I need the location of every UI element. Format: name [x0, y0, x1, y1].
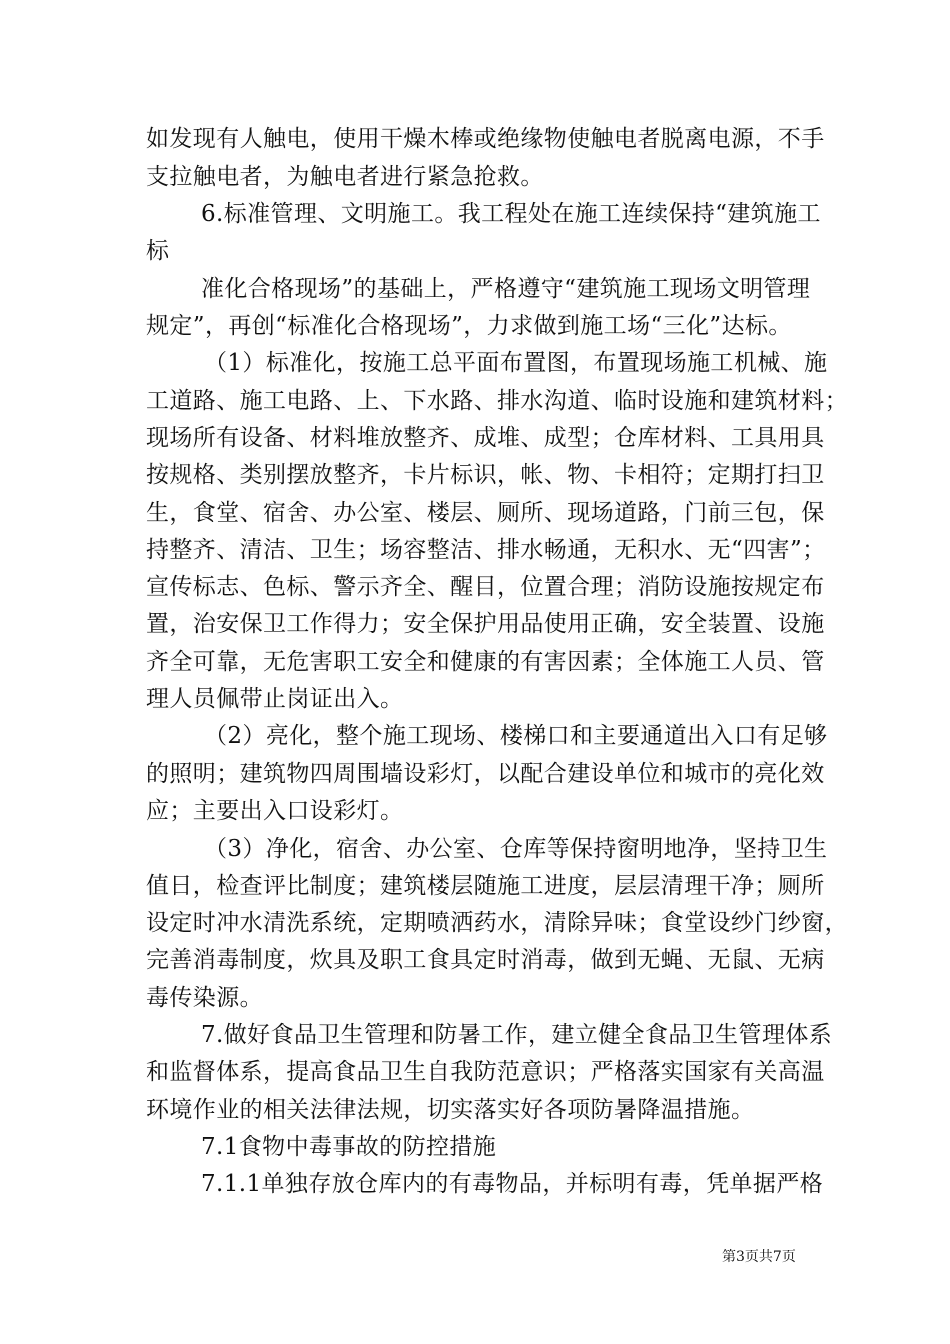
body-line-16: 理人员佩带止岗证出入。	[146, 686, 404, 712]
body-line-22: 设定时冲水清洗系统，定期喷洒药水，清除异味；食堂设纱门纱窗，	[146, 910, 848, 936]
body-line-2: 支拉触电者，为触电者进行紧急抢救。	[146, 164, 544, 190]
body-line-19: 应；主要出入口设彩灯。	[146, 798, 404, 824]
body-line-14: 置，治安保卫工作得力；安全保护用品使用正确，安全装置、设施	[146, 611, 825, 637]
body-line-23: 完善消毒制度，炊具及职工食具定时消毒，做到无蝇、无鼠、无病	[146, 947, 825, 973]
body-line-29: 7.1.1单独存放仓库内的有毒物品，并标明有毒，凭单据严格	[201, 1171, 824, 1197]
body-line-13: 宣传标志、色标、警示齐全、醒目，位置合理；消防设施按规定布	[146, 574, 825, 600]
body-line-17: （2）亮化，整个施工现场、楼梯口和主要通道出入口有足够	[204, 723, 828, 749]
body-line-8: 工道路、施工电路、上、下水路、排水沟道、临时设施和建筑材料；	[146, 388, 848, 414]
body-line-24: 毒传染源。	[146, 985, 263, 1011]
body-line-9: 现场所有设备、材料堆放整齐、成堆、成型；仓库材料、工具用具	[146, 425, 825, 451]
body-line-7: （1）标准化，按施工总平面布置图，布置现场施工机械、施	[204, 350, 828, 376]
body-line-6: 规定”，再创“标准化合格现场”，力求做到施工场“三化”达标。	[146, 313, 792, 339]
body-line-18: 的照明；建筑物四周围墙设彩灯，以配合建设单位和城市的亮化效	[146, 761, 825, 787]
body-line-20: （3）净化，宿舍、办公室、仓库等保持窗明地净，坚持卫生	[204, 836, 828, 862]
body-line-11: 生，食堂、宿舍、办公室、楼层、厕所、现场道路，门前三包，保	[146, 500, 825, 526]
body-line-5: 准化合格现场”的基础上，严格遵守“建筑施工现场文明管理	[201, 276, 811, 302]
body-line-12: 持整齐、清洁、卫生；场容整洁、排水畅通，无积水、无“四害”；	[146, 537, 826, 563]
body-line-25: 7.做好食品卫生管理和防暑工作，建立健全食品卫生管理体系	[201, 1022, 833, 1048]
body-line-10: 按规格、类别摆放整齐，卡片标识，帐、物、卡相符；定期打扫卫	[146, 462, 825, 488]
body-line-1: 如发现有人触电，使用干燥木棒或绝缘物使触电者脱离电源，不手	[146, 126, 825, 152]
body-line-3: 6.标准管理、文明施工。我工程处在施工连续保持“建筑施工	[201, 201, 821, 227]
body-line-26: 和监督体系，提高食品卫生自我防范意识；严格落实国家有关高温	[146, 1059, 825, 1085]
page-number-footer: 第3页共7页	[722, 1249, 796, 1265]
body-line-4: 标	[146, 238, 170, 264]
body-line-27: 环境作业的相关法律法规，切实落实好各项防暑降温措施。	[146, 1097, 755, 1123]
body-line-21: 值日，检查评比制度；建筑楼层随施工进度，层层清理干净；厕所	[146, 873, 825, 899]
body-line-28: 7.1食物中毒事故的防控措施	[201, 1134, 497, 1160]
body-line-15: 齐全可靠，无危害职工安全和健康的有害因素；全体施工人员、管	[146, 649, 825, 675]
